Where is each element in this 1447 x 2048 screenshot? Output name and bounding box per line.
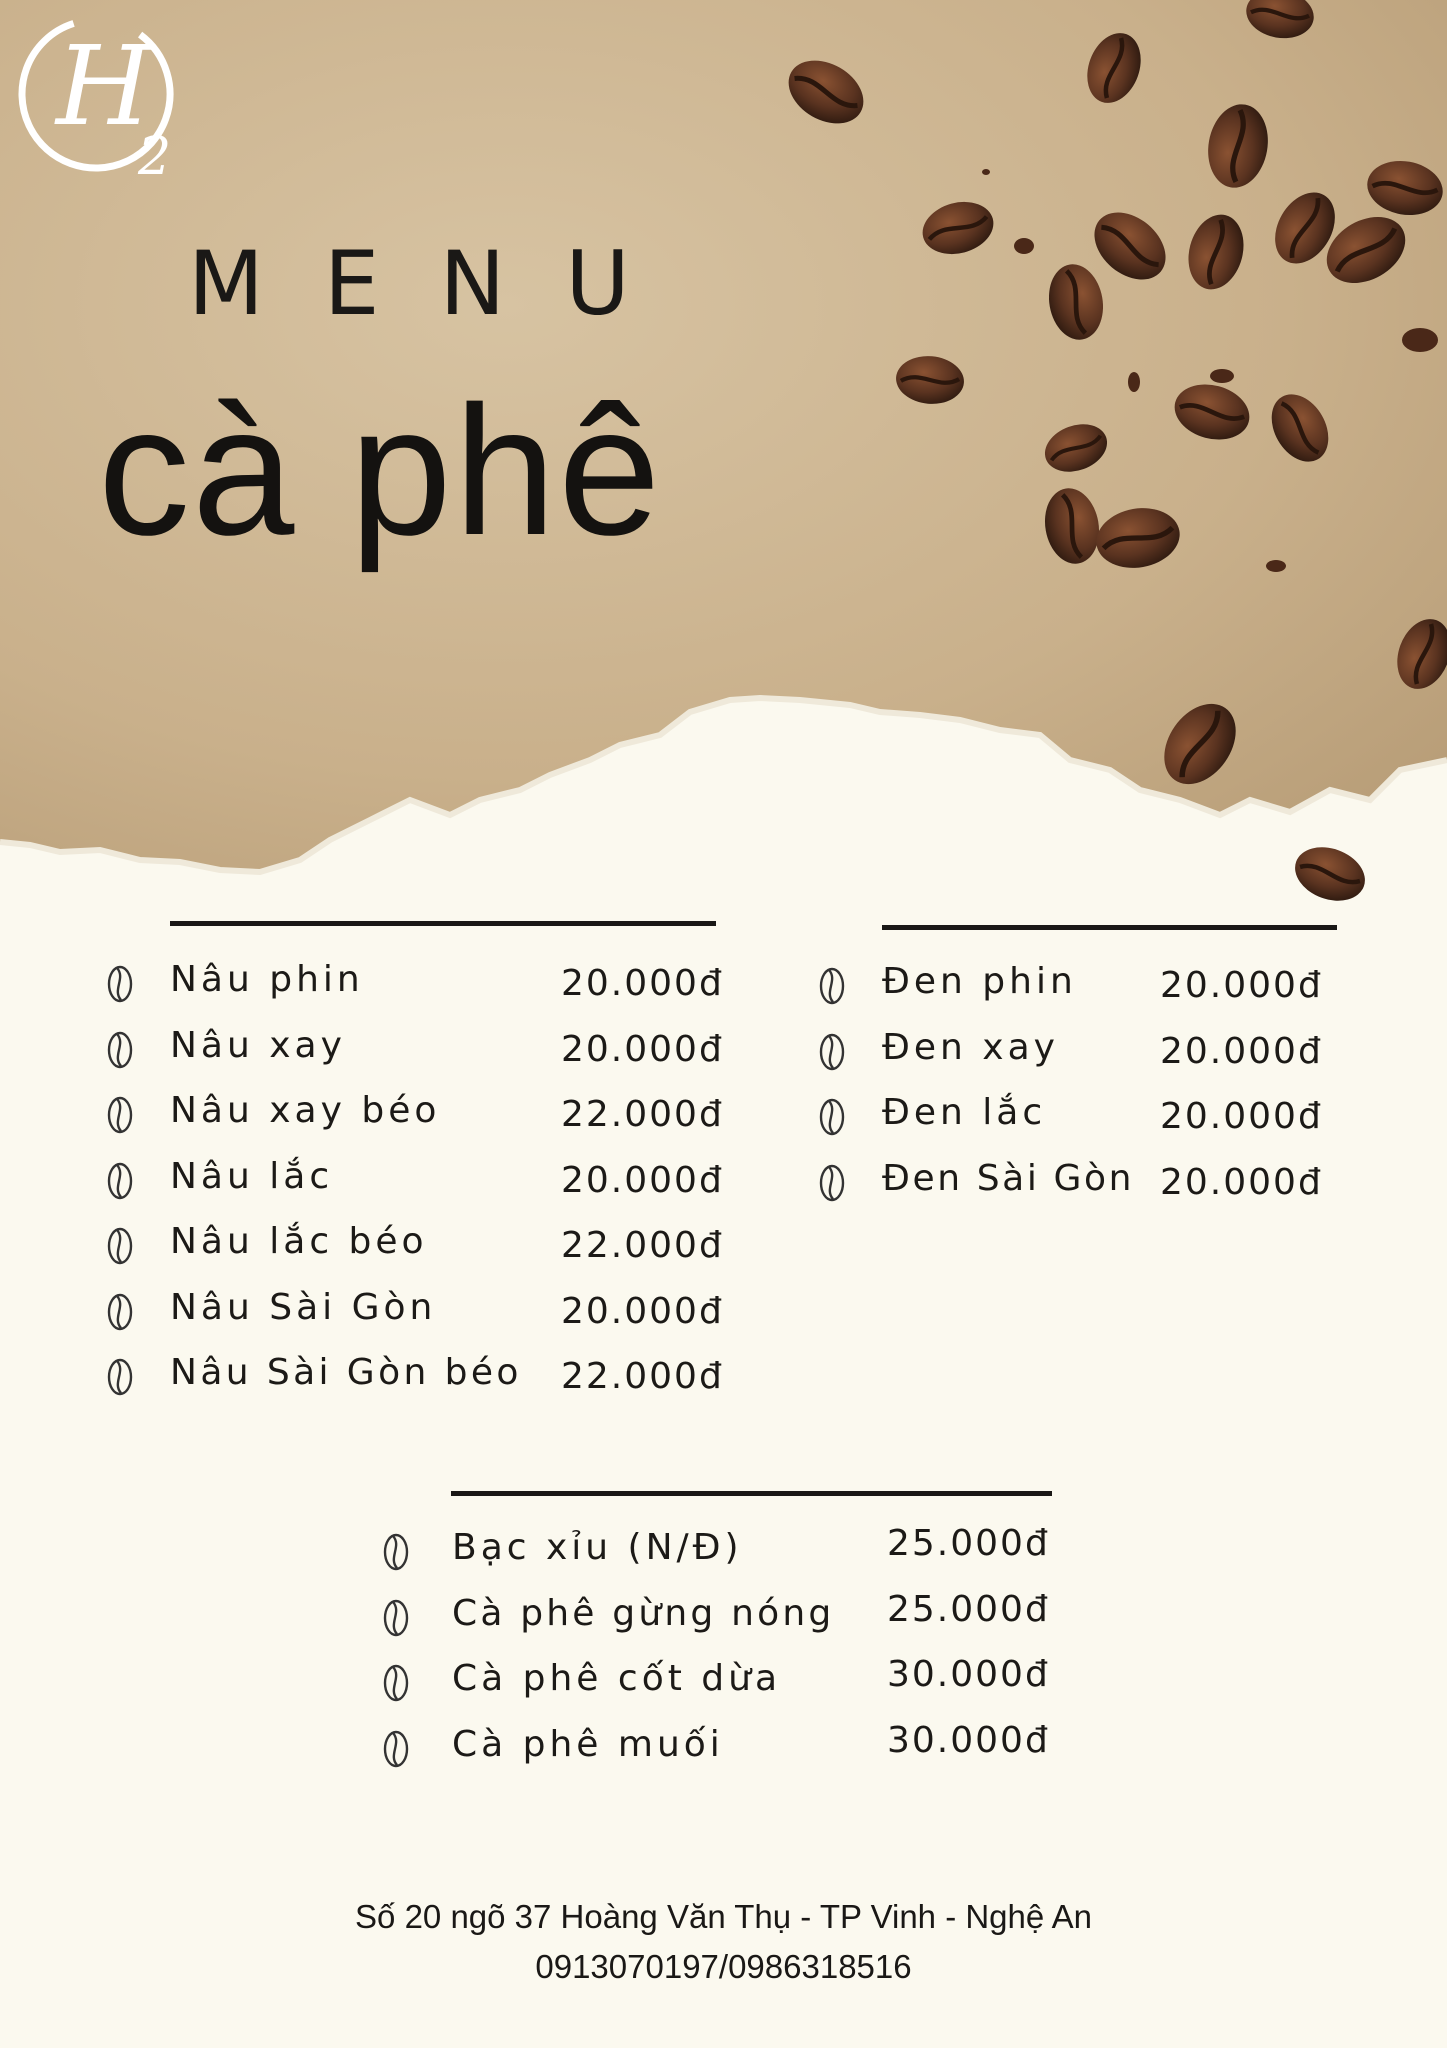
coffee-bean-icon (382, 1663, 410, 1703)
item-name: Đen Sài Gòn (882, 1157, 1135, 1199)
item-name: Đen xay (882, 1026, 1059, 1068)
item-name: Nâu Sài Gòn (170, 1286, 437, 1328)
item-name: Nâu lắc béo (170, 1221, 428, 1262)
menu-item (818, 1089, 1378, 1155)
item-name: Cà phê cốt dừa (452, 1658, 782, 1699)
item-price: 20.000đ (561, 963, 724, 1004)
menu-item (106, 1349, 746, 1415)
menu-item (106, 1022, 746, 1088)
item-name: Cà phê gừng nóng (452, 1592, 835, 1634)
coffee-bean-icon (818, 1163, 846, 1203)
logo-letter: H (56, 22, 152, 150)
section-divider-special (451, 1491, 1052, 1496)
item-price: 30.000đ (887, 1654, 1050, 1695)
coffee-bean-icon (106, 1161, 134, 1201)
menu-item (382, 1721, 1082, 1787)
item-price: 20.000đ (1160, 1161, 1323, 1203)
menu-item (818, 1024, 1378, 1090)
coffee-bean-icon (818, 966, 846, 1006)
item-price: 20.000đ (561, 1028, 724, 1070)
item-price: 22.000đ (561, 1356, 724, 1397)
coffee-bean-icon (818, 1032, 846, 1072)
coffee-bean-icon (382, 1532, 410, 1572)
coffee-bean-icon (106, 964, 134, 1004)
item-price: 25.000đ (887, 1523, 1050, 1564)
menu-item (382, 1590, 1082, 1656)
menu-item (818, 958, 1378, 1024)
item-price: 20.000đ (561, 1159, 724, 1201)
page-title: cà phê (98, 367, 663, 573)
shop-phones: 0913070197/0986318516 (535, 1948, 912, 1985)
item-price: 20.000đ (1160, 1096, 1323, 1137)
menu-item (106, 1284, 746, 1350)
coffee-bean-icon (382, 1598, 410, 1638)
section-divider-den (882, 925, 1337, 930)
item-name: Đen lắc (882, 1092, 1047, 1133)
coffee-bean-icon (106, 1292, 134, 1332)
coffee-beans-decoration (0, 0, 1447, 920)
shop-address: Số 20 ngõ 37 Hoàng Văn Thụ - TP Vinh - Nghệ An (355, 1898, 1092, 1935)
menu-item (818, 1155, 1378, 1221)
section-divider-nau (170, 921, 716, 926)
coffee-bean-icon (382, 1729, 410, 1769)
item-price: 30.000đ (887, 1719, 1050, 1761)
menu-item (106, 1087, 746, 1153)
menu-item (106, 1153, 746, 1219)
item-name: Nâu xay (170, 1024, 346, 1066)
coffee-bean-icon (106, 1357, 134, 1397)
menu-heading: MENU (188, 232, 690, 335)
item-name: Bạc xỉu (N/Đ) (452, 1527, 743, 1568)
logo-subscript: 2 (138, 127, 172, 182)
item-name: Nâu lắc (170, 1155, 334, 1197)
item-price: 20.000đ (1160, 1030, 1323, 1072)
item-price: 22.000đ (561, 1094, 724, 1135)
coffee-bean-icon (106, 1095, 134, 1135)
item-name: Nâu phin (170, 959, 364, 1000)
special-coffee-list (382, 1524, 1082, 1786)
item-name: Cà phê muối (452, 1723, 724, 1765)
menu-item (106, 956, 746, 1022)
item-name: Đen phin (882, 961, 1077, 1002)
item-price: 22.000đ (561, 1225, 724, 1266)
nau-coffee-list (106, 956, 746, 1415)
coffee-bean-icon (106, 1226, 134, 1266)
item-price: 20.000đ (1160, 965, 1323, 1006)
menu-item (382, 1655, 1082, 1721)
coffee-bean-icon (818, 1097, 846, 1137)
item-price: 25.000đ (887, 1588, 1050, 1630)
menu-item (382, 1524, 1082, 1590)
item-name: Nâu xay béo (170, 1090, 441, 1131)
menu-item (106, 1218, 746, 1284)
coffee-bean-icon (106, 1030, 134, 1070)
den-coffee-list (818, 958, 1378, 1220)
item-name: Nâu Sài Gòn béo (170, 1352, 522, 1393)
item-price: 20.000đ (561, 1290, 724, 1332)
